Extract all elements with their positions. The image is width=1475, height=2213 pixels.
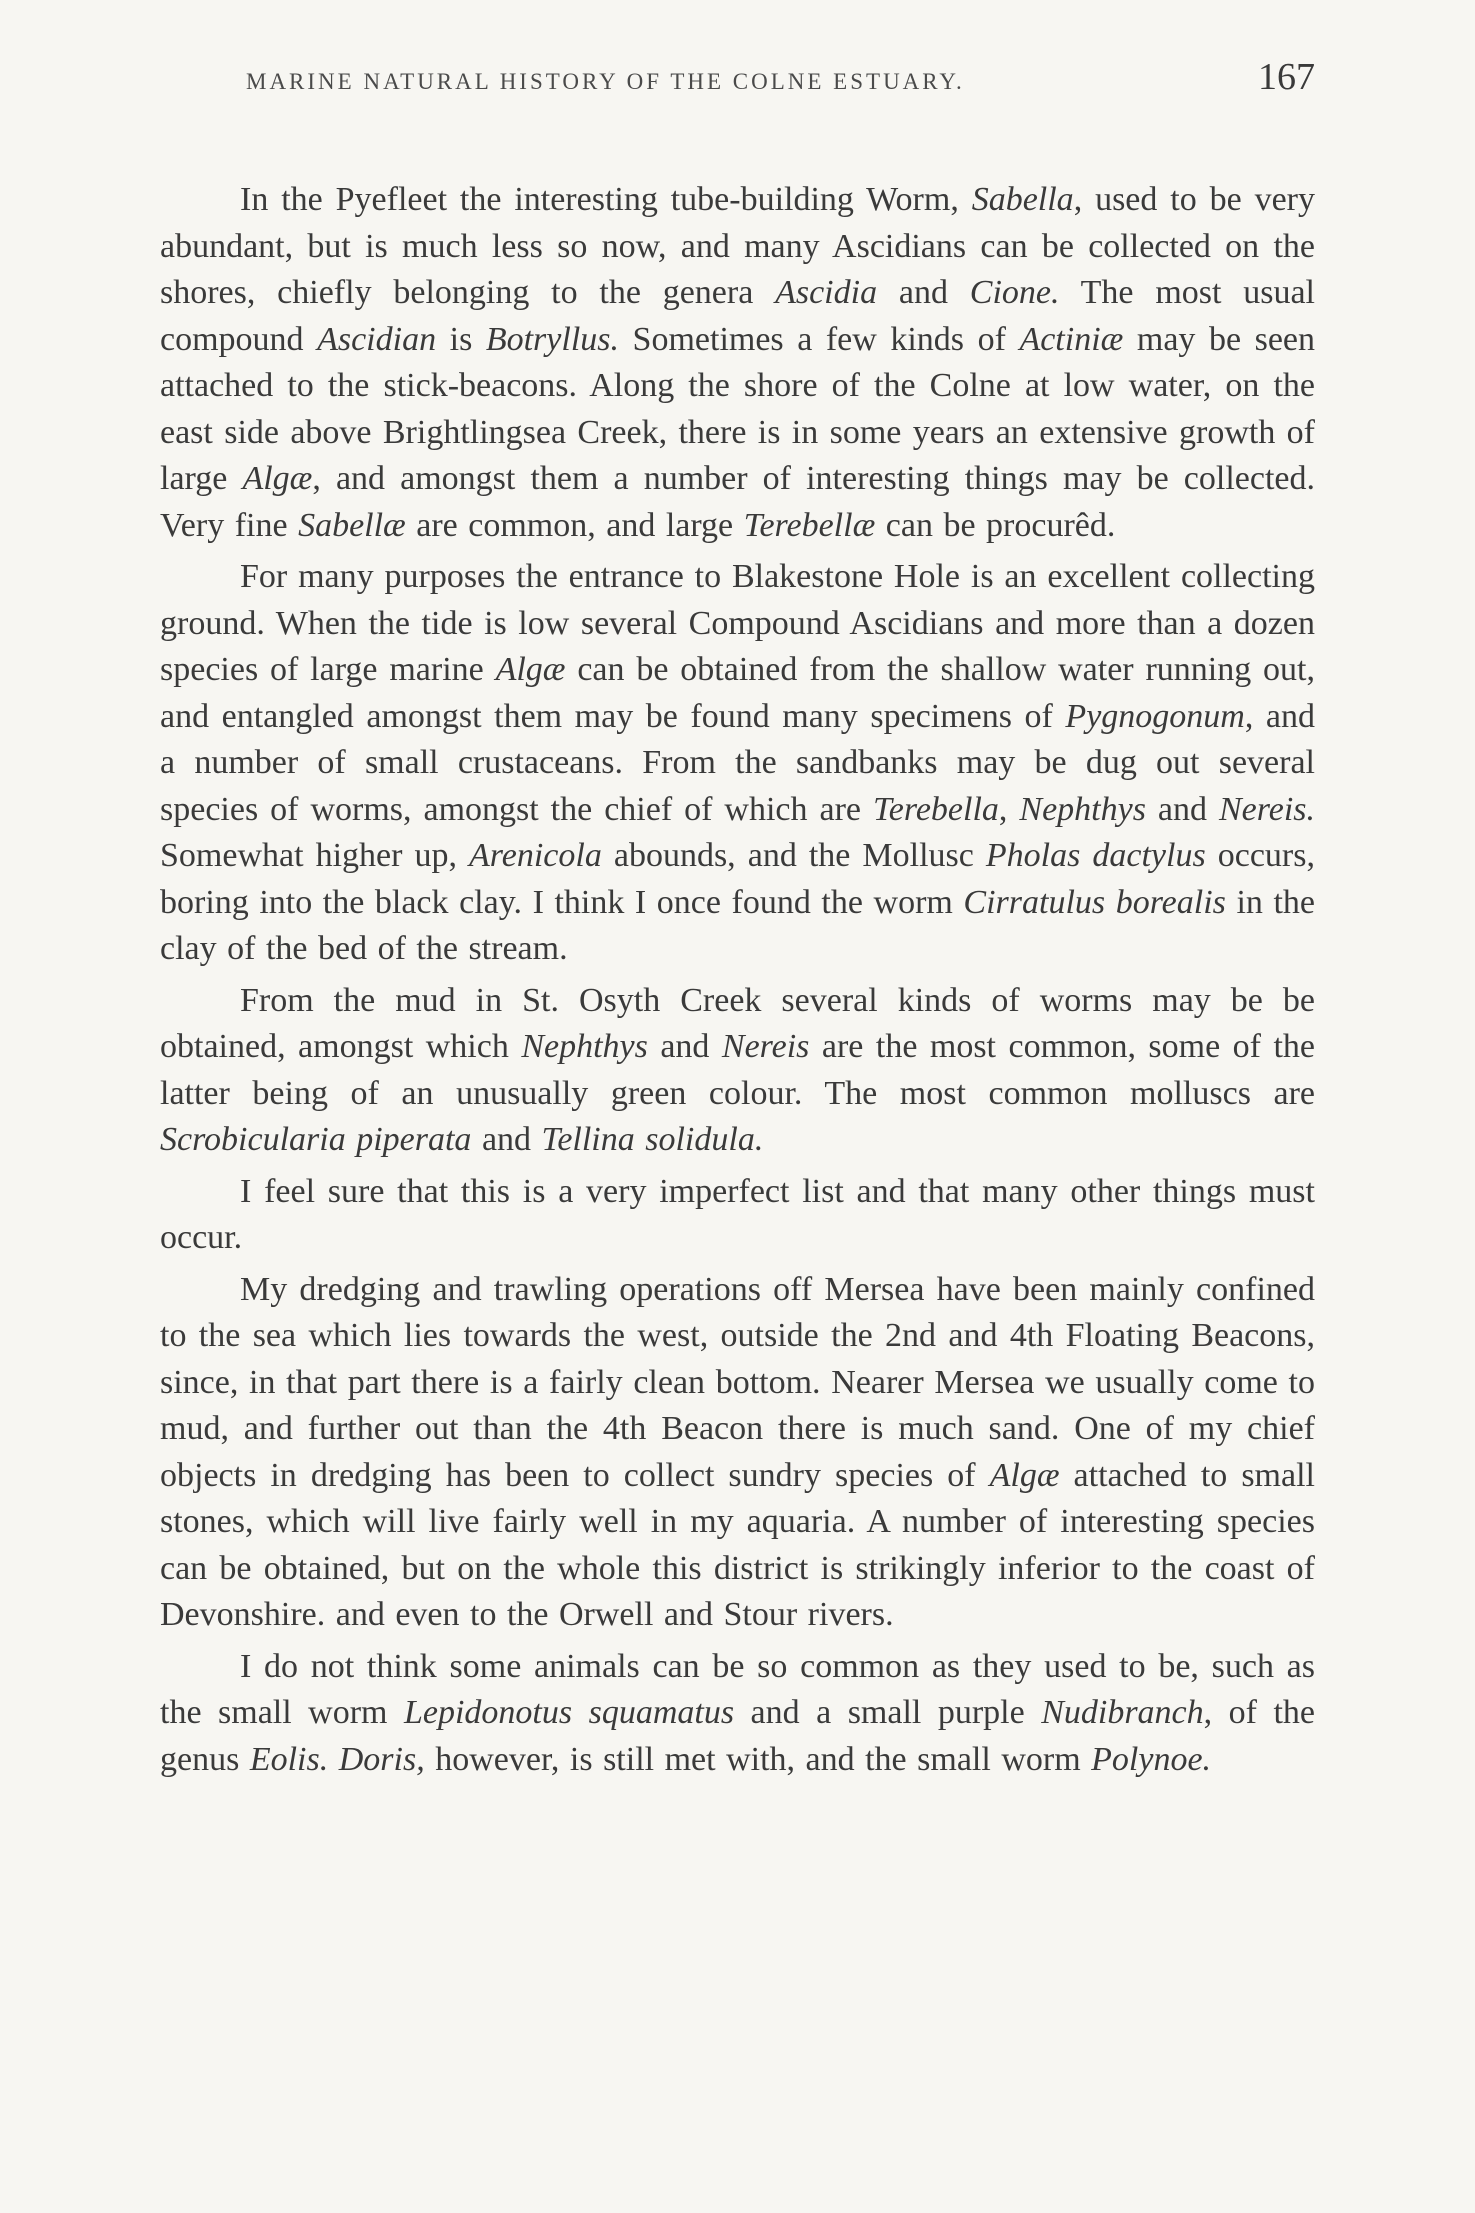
text-run: From the mud in St. Osyth Creek several kinds of worms may be be obtained, amongst which	[160, 981, 1315, 1065]
text-run: occurs, boring into the black clay. I think I once found the worm	[160, 837, 1315, 921]
paragraph	[160, 1267, 1315, 1639]
italic-term: Terebellæ	[743, 506, 876, 544]
italic-term: Algæ	[495, 651, 566, 688]
italic-term: Nereis.	[1218, 790, 1315, 828]
paragraph	[160, 177, 1315, 549]
text-run: abounds, and the Mollusc	[601, 837, 986, 874]
text-run: I feel sure that this is a very imperfect list and that many other things must occur.	[160, 1172, 1315, 1256]
italic-term: Tellina solidula.	[541, 1121, 764, 1158]
paragraph	[160, 554, 1315, 973]
italic-term: Actiniæ	[1019, 320, 1124, 358]
text-run: , used to be very abundant, but is much less so now, and many Ascidians can be collected on the shores, chiefly belonging to the genera	[160, 181, 1315, 311]
running-head	[160, 55, 1315, 115]
page-number: 167	[1258, 56, 1315, 98]
paragraph	[160, 1644, 1315, 1784]
text-run: however, is still met with, and the small worm	[424, 1740, 1092, 1778]
book-page	[160, 55, 1315, 1788]
italic-term: Doris,	[338, 1740, 425, 1778]
text-run: may be seen attached to the stick-beacons. Along the shore of the Colne at low water, on the east side above Brightlingsea Creek, there is in some years an extensive growth of large	[160, 320, 1315, 497]
text-run: ,	[998, 790, 1020, 828]
italic-term: Nereis	[721, 1028, 810, 1065]
text-run: Sometimes a few kinds of	[619, 320, 1020, 358]
text-run: , of the genus	[160, 1694, 1315, 1778]
italic-term: Nephthys	[521, 1028, 648, 1065]
running-title: MARINE NATURAL HISTORY OF THE COLNE ESTUARY.	[246, 69, 965, 94]
text-run: is	[436, 320, 486, 358]
italic-term: Lepidonotus squamatus	[403, 1694, 735, 1731]
italic-term: Ascidian	[317, 320, 437, 358]
italic-term: Ascidia	[775, 274, 878, 311]
text-run: The most usual compound	[160, 274, 1315, 358]
italic-term: Algæ	[989, 1456, 1060, 1494]
italic-term: Eolis.	[249, 1740, 329, 1778]
text-run	[328, 1741, 339, 1778]
text-run: and a small purple	[734, 1694, 1042, 1731]
text-run: attached to small stones, which will live fairly well in my aquaria. A number of interesting species can be obtained, but on the whole this district is strikingly inferior to the coast of Devonshire. and even to the Orwell and Stour rivers.	[160, 1456, 1315, 1633]
text-run: My dredging and trawling operations off Mersea have been mainly confined to the sea which lies towards the west, outside the 2nd and 4th Floating Beacons, since, in that part there is a fairly clean bottom. Nearer Mersea we usually come to mud, and further out than the 4th Beacon there is much sand. One of my chief objects in dredging has been to collect sundry species of	[160, 1270, 1315, 1494]
paragraph	[160, 978, 1315, 1164]
text-run: and	[471, 1121, 542, 1158]
text-run: in the clay of the bed of the stream.	[160, 883, 1316, 967]
italic-term: Arenicola	[469, 837, 602, 874]
italic-term: Nudibranch	[1041, 1694, 1204, 1731]
paragraph	[160, 1169, 1315, 1262]
text-run: In the Pyefleet the interesting tube-building Worm,	[240, 181, 972, 218]
text-run: can be procurêd.	[875, 506, 1116, 544]
italic-term: Sabellæ	[298, 506, 406, 544]
text-run: Somewhat higher up,	[160, 837, 470, 874]
text-run: , and amongst them a number of interesting things may be collected. Very fine	[160, 460, 1315, 544]
text-run: and	[647, 1028, 722, 1065]
text-run: and	[1145, 790, 1219, 828]
body-text	[160, 177, 1315, 1783]
text-run: I do not think some animals can be so common as they used to be, such as the small worm	[160, 1647, 1315, 1731]
italic-term: Algæ	[242, 460, 313, 497]
italic-term: Botryllus.	[485, 320, 620, 358]
italic-term: Polynoe.	[1091, 1740, 1212, 1778]
text-run: For many purposes the entrance to Blakestone Hole is an excellent collecting ground. When the tide is low several Compound Ascidians and more than a dozen species of large marine	[160, 558, 1315, 688]
italic-term: Sabella	[971, 181, 1074, 218]
italic-term: Terebella	[872, 790, 999, 828]
text-run: and	[877, 274, 970, 311]
italic-term: Pholas dactylus	[985, 837, 1206, 874]
text-run: are common, and large	[405, 506, 744, 544]
text-run: are the most common, some of the latter being of an unusually green colour. The most common molluscs are	[160, 1028, 1316, 1112]
italic-term: Nephthys	[1019, 790, 1146, 828]
italic-term: Cione.	[969, 274, 1060, 311]
text-run: can be obtained from the shallow water running out, and entangled amongst them may be found many specimens of	[160, 651, 1315, 735]
italic-term: Scrobicularia piperata	[160, 1121, 472, 1158]
italic-term: Cirratulus borealis	[963, 883, 1226, 921]
text-run: , and a number of small crustaceans. From the sandbanks may be dug out several species of worms, amongst the chief of which are	[160, 697, 1315, 828]
italic-term: Pygnogonum	[1065, 697, 1245, 735]
